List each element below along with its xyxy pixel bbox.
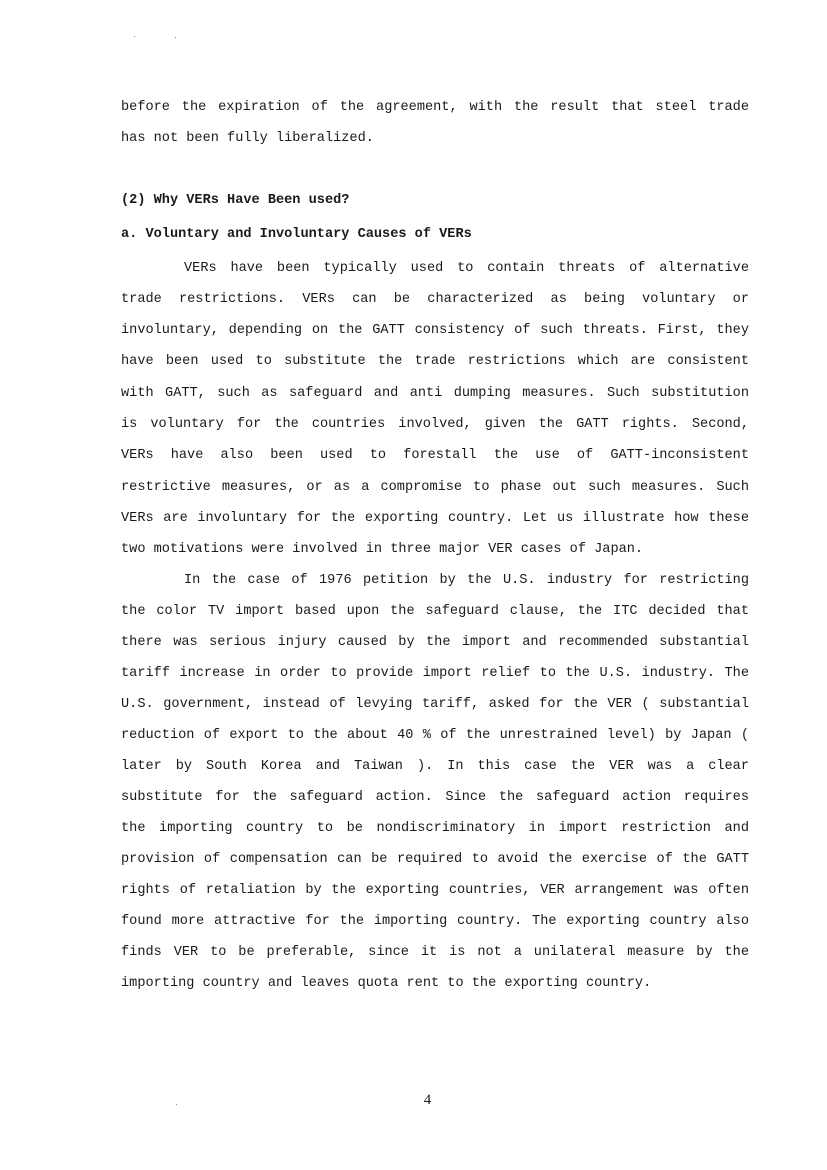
text-line: the color TV import based upon the safeguard clause, the ITC decided that — [121, 604, 749, 619]
text-line: U.S. government, instead of levying tariff, asked for the VER ( substantial — [121, 697, 749, 712]
scan-speck — [134, 36, 135, 37]
text-line: rights of retaliation by the exporting countries, VER arrangement was often — [121, 883, 749, 898]
text-line: has not been fully liberalized. — [121, 131, 374, 146]
text-line: VERs are involuntary for the exporting country. Let us illustrate how these — [121, 511, 749, 526]
subsection-heading: a. Voluntary and Involuntary Causes of VERs — [121, 227, 472, 242]
text-line: involuntary, depending on the GATT consistency of such threats. First, they — [121, 323, 749, 338]
text-line: the importing country to be nondiscriminatory in import restriction and — [121, 821, 749, 836]
text-line: restrictive measures, or as a compromise to phase out such measures. Such — [121, 480, 749, 495]
text-line: with GATT, such as safeguard and anti dumping measures. Such substitution — [121, 386, 749, 401]
text-line: substitute for the safeguard action. Since the safeguard action requires — [121, 790, 749, 805]
section-heading: (2) Why VERs Have Been used? — [121, 193, 350, 208]
text-line: finds VER to be preferable, since it is not a unilateral measure by the — [121, 945, 749, 960]
text-line: have been used to substitute the trade restrictions which are consistent — [121, 354, 749, 369]
text-line: found more attractive for the importing country. The exporting country also — [121, 914, 749, 929]
text-line: importing country and leaves quota rent to the exporting country. — [121, 976, 652, 991]
text-line: two motivations were involved in three major VER cases of Japan. — [121, 542, 644, 557]
text-line: later by South Korea and Taiwan ). In this case the VER was a clear — [121, 759, 749, 774]
text-line: reduction of export to the about 40 % of the unrestrained level) by Japan ( — [121, 728, 749, 743]
text-line: VERs have been typically used to contain threats of alternative — [184, 261, 749, 276]
text-line: is voluntary for the countries involved, given the GATT rights. Second, — [121, 417, 749, 432]
text-line: tariff increase in order to provide import relief to the U.S. industry. The — [121, 666, 749, 681]
text-line: provision of compensation can be required to avoid the exercise of the GATT — [121, 852, 749, 867]
text-line: trade restrictions. VERs can be characterized as being voluntary or — [121, 292, 749, 307]
text-line: there was serious injury caused by the import and recommended substantial — [121, 635, 749, 650]
page-number: 4 — [423, 1092, 432, 1108]
text-line: In the case of 1976 petition by the U.S. industry for restricting — [184, 573, 749, 588]
scan-speck — [175, 37, 176, 38]
text-line: VERs have also been used to forestall the use of GATT-inconsistent — [121, 448, 749, 463]
text-line: before the expiration of the agreement, with the result that steel trade — [121, 100, 749, 115]
